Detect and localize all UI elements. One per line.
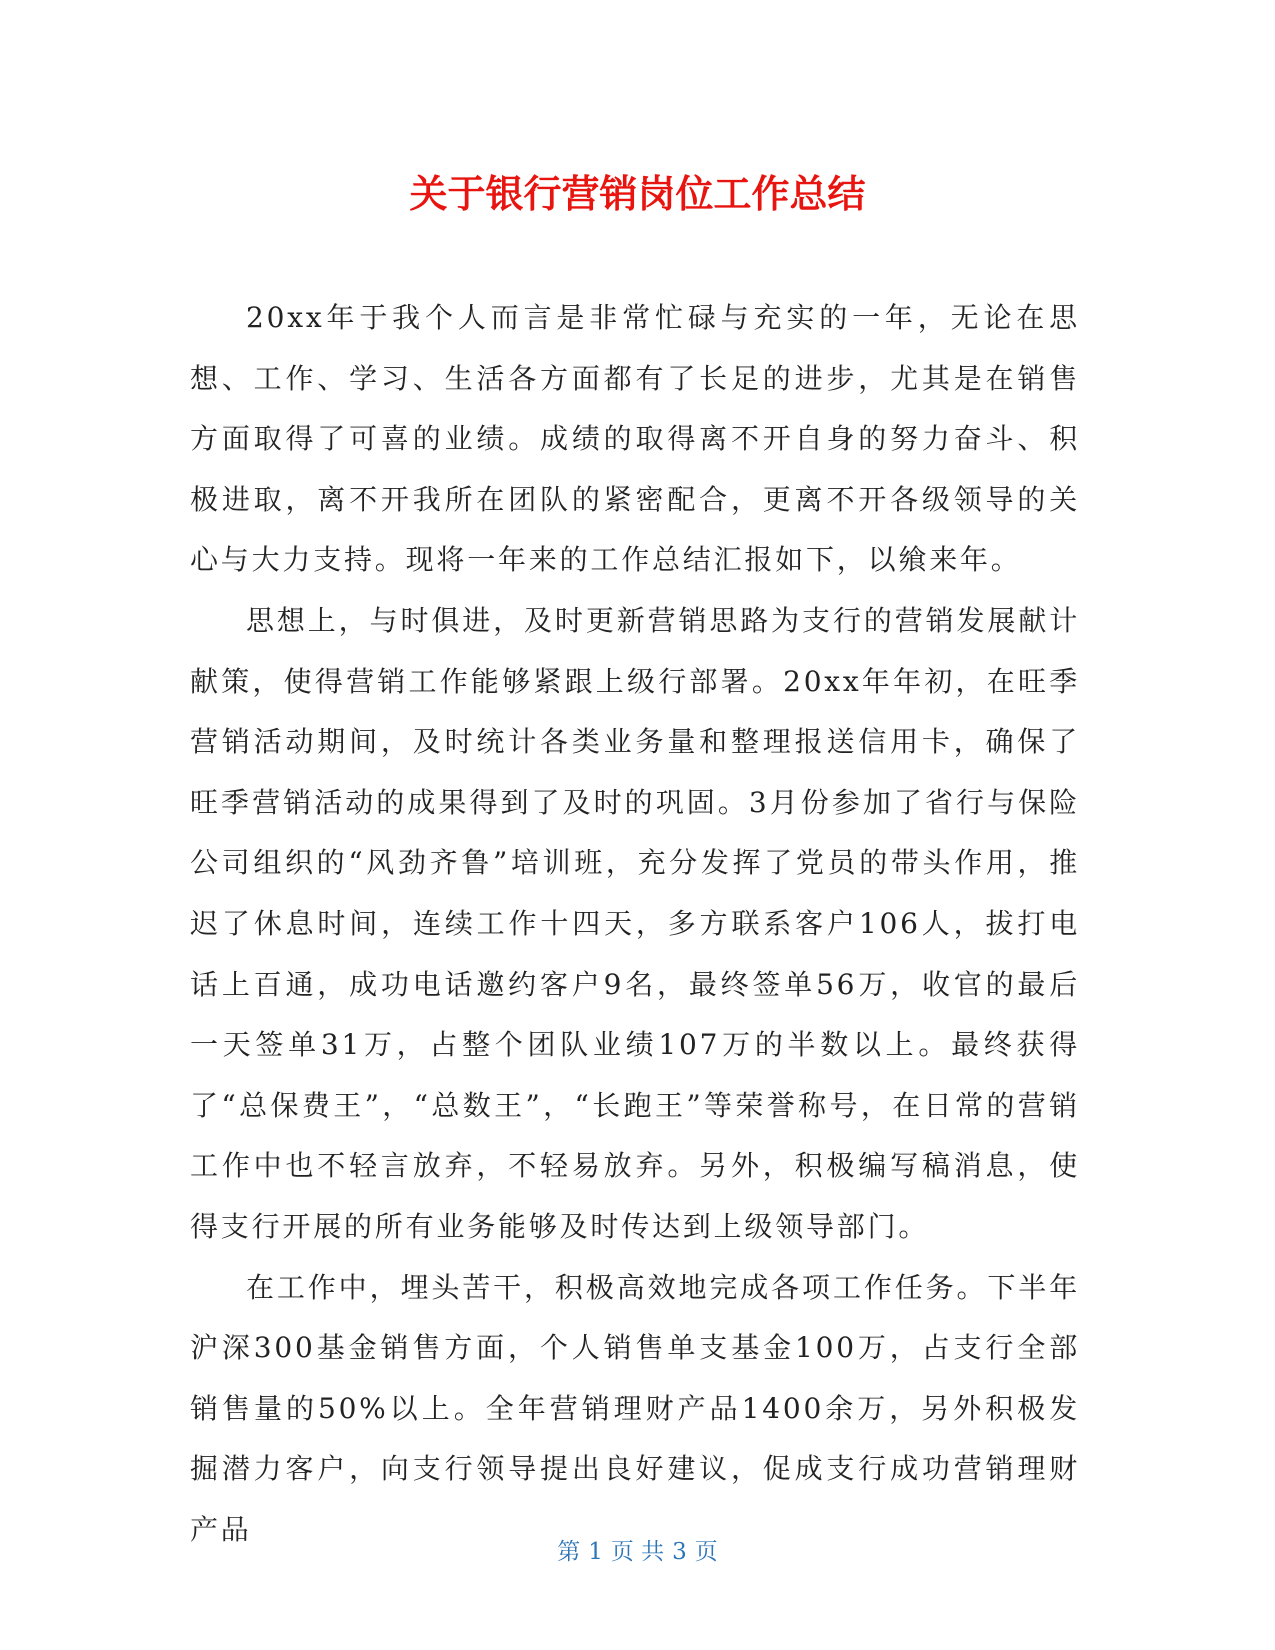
total-pages-number: 3 (672, 1539, 687, 1565)
page-footer (0, 1537, 1275, 1567)
page-label-suffix: 页 (694, 1539, 718, 1565)
paragraph: 在工作中，埋头苦干，积极高效地完成各项工作任务。下半年沪深300基金销售方面，个人销售单支基金100万，占支行全部销售量的50%以上。全年营销理财产品1400余万，另外积极发掘潜力客户，向支行领导提出良好建议，促成支行成功营销理财产品 (190, 1270, 1080, 1546)
paragraph: 20xx年于我个人而言是非常忙碌与充实的一年，无论在思想、工作、学习、生活各方面都有了长足的进步，尤其是在销售方面取得了可喜的业绩。成绩的取得离不开自身的努力奋斗、积极进取，离不开我所在团队的紧密配合，更离不开各级领导的关心与大力支持。现将一年来的工作总结汇报如下，以飨来年。 (190, 301, 1080, 577)
current-page-number: 1 (588, 1539, 603, 1565)
paragraph: 思想上，与时俱进，及时更新营销思路为支行的营销发展献计献策，使得营销工作能够紧跟上级行部署。20xx年年初，在旺季营销活动期间，及时统计各类业务量和整理报送信用卡，确保了旺季营销活动的成果得到了及时的巩固。3月份参加了省行与保险公司组织的“风劲齐鲁”培训班，充分发挥了党员的带头作用，推迟了休息时间，连续工作十四天，多方联系客户106人，拔打电话上百通，成功电话邀约客户9名，最终签单56万，收官的最后一天签单31万，占整个团队业绩107万的半数以上。最终获得了“总保费王”，“总数王”，“长跑王”等荣誉称号，在日常的营销工作中也不轻言放弃，不轻易放弃。另外，积极编写稿消息，使得支行开展的所有业务能够及时传达到上级领导部门。 (190, 603, 1080, 1243)
page-label-prefix: 第 (557, 1539, 581, 1565)
document-body (190, 288, 1080, 1560)
page-label-mid: 页 共 (610, 1539, 665, 1565)
document-title: 关于银行营销岗位工作总结 (409, 172, 866, 216)
